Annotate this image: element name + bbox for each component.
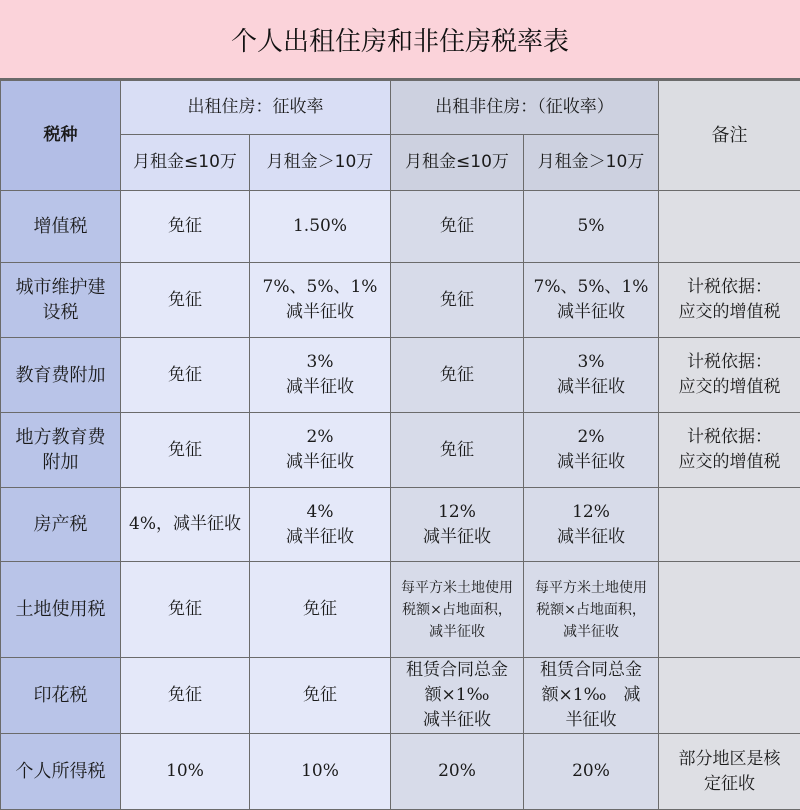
note-cell-line: 计税依据： — [662, 425, 797, 450]
non-residential-low-cell — [391, 734, 524, 810]
table-row — [1, 413, 800, 488]
residential-low-cell-line: 免征 — [124, 438, 246, 463]
tax-name-cell — [1, 658, 121, 734]
non-residential-high-cell-line: 减半征收 — [527, 621, 655, 643]
residential-high-cell-line: 免征 — [253, 683, 387, 708]
tax-name-cell-line: 教育费附加 — [4, 363, 117, 388]
non-residential-high-cell-line: 减半征收 — [527, 300, 655, 325]
tax-name-cell-line: 个人所得税 — [4, 759, 117, 784]
note-cell — [659, 734, 800, 810]
non-residential-high-cell-line: 减半征收 — [527, 525, 655, 550]
non-residential-low-cell-line: 免征 — [394, 288, 520, 313]
non-residential-low-cell — [391, 562, 524, 658]
note-cell-line: 应交的增值税 — [662, 375, 797, 400]
non-residential-low-cell-line: 免征 — [394, 214, 520, 239]
table-row — [1, 263, 800, 338]
non-residential-high-cell-line: 租赁合同总金 — [527, 658, 655, 683]
tax-name-cell — [1, 413, 121, 488]
non-residential-low-cell-line: 租赁合同总金 — [394, 658, 520, 683]
note-cell — [659, 263, 800, 338]
residential-high-cell-line: 减半征收 — [253, 300, 387, 325]
tax-name-cell-line: 设税 — [4, 300, 117, 325]
non-residential-high-cell — [524, 488, 659, 562]
non-residential-low-cell-line: 12% — [394, 500, 520, 525]
residential-high-cell-line: 4% — [253, 500, 387, 525]
subheader-non-residential-high: 月租金＞10万 — [524, 135, 659, 191]
table-row — [1, 488, 800, 562]
residential-high-cell-line: 3% — [253, 350, 387, 375]
table-row — [1, 658, 800, 734]
residential-high-cell-line: 免征 — [253, 597, 387, 622]
non-residential-low-cell-line: 每平方米土地使用 — [394, 577, 520, 599]
residential-low-cell — [121, 413, 250, 488]
non-residential-high-cell-line: 减半征收 — [527, 450, 655, 475]
non-residential-high-cell — [524, 338, 659, 413]
residential-low-cell-line: 免征 — [124, 363, 246, 388]
residential-high-cell-line: 2% — [253, 425, 387, 450]
non-residential-high-cell-line: 额×1‰ 减 — [527, 683, 655, 708]
residential-high-cell-line: 7%、5%、1% — [253, 275, 387, 300]
residential-high-cell — [250, 191, 391, 263]
tax-name-cell-line: 增值税 — [4, 214, 117, 239]
residential-low-cell-line: 免征 — [124, 597, 246, 622]
note-cell-line: 计税依据： — [662, 350, 797, 375]
residential-high-cell — [250, 488, 391, 562]
note-cell — [659, 658, 800, 734]
tax-name-cell — [1, 562, 121, 658]
residential-low-cell — [121, 734, 250, 810]
non-residential-low-cell — [391, 488, 524, 562]
tax-name-cell-line: 附加 — [4, 450, 117, 475]
non-residential-high-cell — [524, 413, 659, 488]
non-residential-low-cell — [391, 658, 524, 734]
note-cell — [659, 191, 800, 263]
residential-high-cell-line: 减半征收 — [253, 375, 387, 400]
tax-name-cell — [1, 734, 121, 810]
non-residential-high-cell-line: 7%、5%、1% — [527, 275, 655, 300]
non-residential-low-cell-line: 免征 — [394, 438, 520, 463]
subheader-non-residential-low: 月租金≤10万 — [391, 135, 524, 191]
non-residential-high-cell-line: 3% — [527, 350, 655, 375]
note-cell-line: 定征收 — [662, 772, 797, 797]
non-residential-high-cell-line: 20% — [527, 759, 655, 784]
non-residential-high-cell — [524, 263, 659, 338]
non-residential-high-cell-line: 12% — [527, 500, 655, 525]
residential-low-cell-line: 免征 — [124, 683, 246, 708]
non-residential-low-cell — [391, 338, 524, 413]
tax-name-cell-line: 土地使用税 — [4, 597, 117, 622]
residential-low-cell — [121, 338, 250, 413]
note-cell-line: 计税依据： — [662, 275, 797, 300]
non-residential-high-cell — [524, 191, 659, 263]
tax-name-cell — [1, 338, 121, 413]
residential-high-cell-line: 减半征收 — [253, 525, 387, 550]
note-cell — [659, 338, 800, 413]
non-residential-low-cell-line: 免征 — [394, 363, 520, 388]
header-residential: 出租住房：征收率 — [121, 81, 391, 135]
non-residential-high-cell — [524, 658, 659, 734]
tax-name-cell-line: 房产税 — [4, 512, 117, 537]
tax-name-cell-line: 地方教育费 — [4, 425, 117, 450]
residential-high-cell-line: 1.50% — [253, 214, 387, 239]
header-non-residential: 出租非住房：（征收率） — [391, 81, 659, 135]
non-residential-low-cell-line: 减半征收 — [394, 525, 520, 550]
non-residential-high-cell-line: 5% — [527, 214, 655, 239]
residential-high-cell — [250, 734, 391, 810]
non-residential-high-cell-line: 每平方米土地使用 — [527, 577, 655, 599]
subheader-residential-low: 月租金≤10万 — [121, 135, 250, 191]
non-residential-high-cell-line: 2% — [527, 425, 655, 450]
residential-high-cell — [250, 562, 391, 658]
residential-low-cell-line: 免征 — [124, 214, 246, 239]
residential-low-cell — [121, 263, 250, 338]
table-row — [1, 191, 800, 263]
non-residential-low-cell-line: 额×1‰ — [394, 683, 520, 708]
note-cell-line: 应交的增值税 — [662, 300, 797, 325]
non-residential-low-cell-line: 税额×占地面积， — [394, 599, 520, 621]
non-residential-low-cell-line: 减半征收 — [394, 708, 520, 733]
note-cell — [659, 413, 800, 488]
residential-low-cell-line: 免征 — [124, 288, 246, 313]
non-residential-low-cell — [391, 263, 524, 338]
tax-name-cell-line: 城市维护建 — [4, 275, 117, 300]
non-residential-low-cell — [391, 191, 524, 263]
tax-rate-table — [0, 80, 800, 810]
header-note: 备注 — [659, 81, 800, 191]
residential-low-cell-line: 10% — [124, 759, 246, 784]
residential-high-cell — [250, 263, 391, 338]
residential-high-cell-line: 10% — [253, 759, 387, 784]
residential-low-cell — [121, 488, 250, 562]
note-cell — [659, 562, 800, 658]
residential-low-cell-line: 4%，减半征收 — [124, 512, 246, 537]
tax-name-cell — [1, 263, 121, 338]
non-residential-high-cell-line: 税额×占地面积， — [527, 599, 655, 621]
non-residential-high-cell-line: 半征收 — [527, 708, 655, 733]
non-residential-low-cell — [391, 413, 524, 488]
non-residential-low-cell-line: 20% — [394, 759, 520, 784]
non-residential-high-cell-line: 减半征收 — [527, 375, 655, 400]
non-residential-high-cell — [524, 734, 659, 810]
table-row — [1, 338, 800, 413]
residential-high-cell-line: 减半征收 — [253, 450, 387, 475]
table-title: 个人出租住房和非住房税率表 — [0, 0, 800, 80]
residential-high-cell — [250, 413, 391, 488]
note-cell — [659, 488, 800, 562]
residential-low-cell — [121, 191, 250, 263]
note-cell-line: 部分地区是核 — [662, 747, 797, 772]
residential-high-cell — [250, 338, 391, 413]
note-cell-line: 应交的增值税 — [662, 450, 797, 475]
table-row — [1, 734, 800, 810]
residential-low-cell — [121, 562, 250, 658]
tax-name-cell — [1, 191, 121, 263]
tax-name-cell-line: 印花税 — [4, 683, 117, 708]
table-row — [1, 562, 800, 658]
tax-name-cell — [1, 488, 121, 562]
residential-high-cell — [250, 658, 391, 734]
header-tax-type: 税种 — [1, 81, 121, 191]
non-residential-high-cell — [524, 562, 659, 658]
subheader-residential-high: 月租金＞10万 — [250, 135, 391, 191]
residential-low-cell — [121, 658, 250, 734]
non-residential-low-cell-line: 减半征收 — [394, 621, 520, 643]
